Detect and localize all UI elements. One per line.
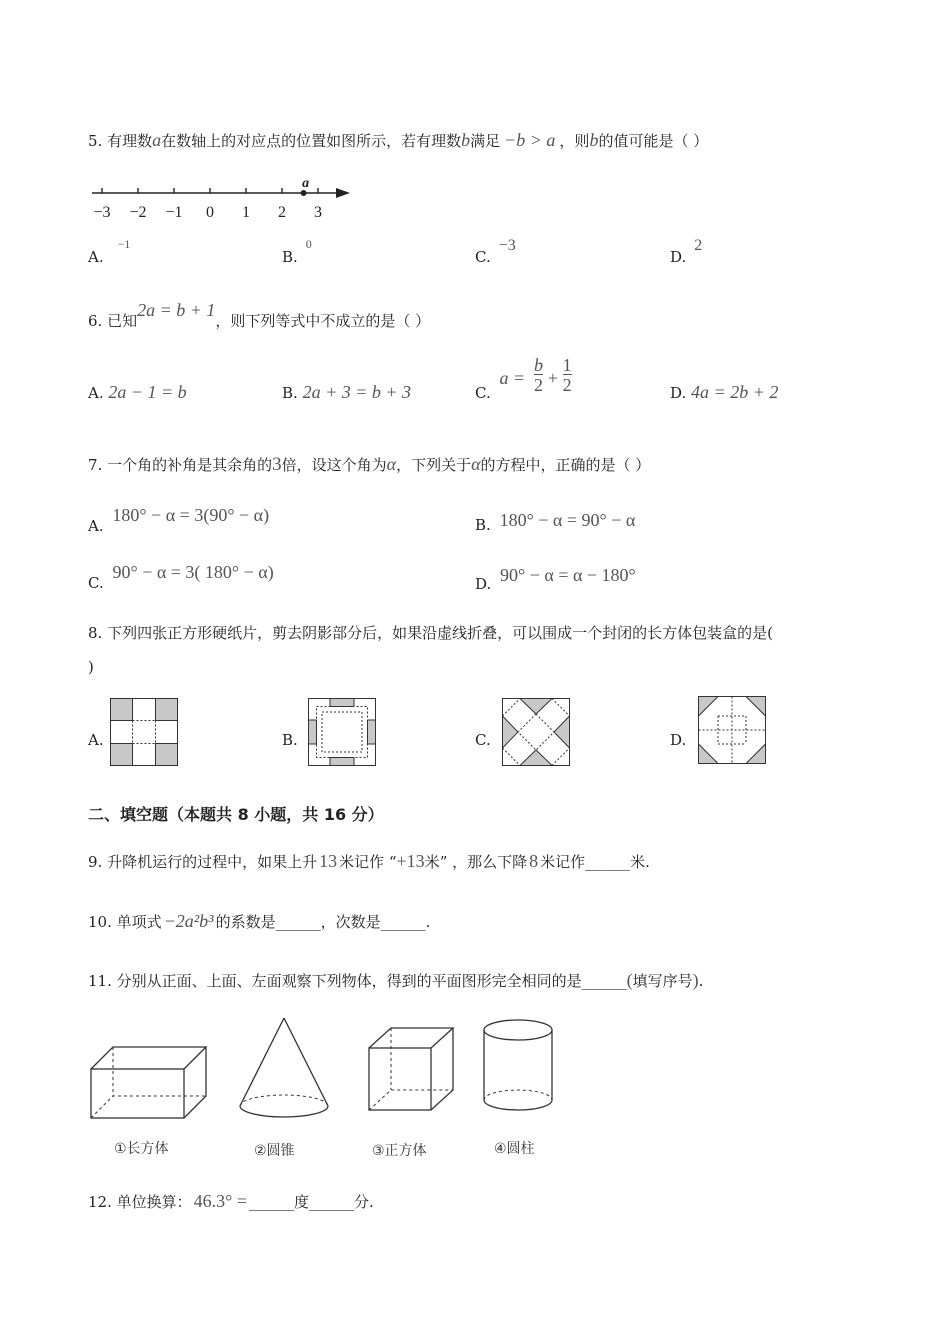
q8-stem: 8. 下列四张正方形硬纸片，剪去阴影部分后，如果沿虚线折叠，可以围成一个封闭的长方体包装盒的是( bbox=[88, 624, 773, 642]
q8-option-b[interactable]: B. bbox=[282, 731, 298, 749]
q8-stem-close: ) bbox=[88, 658, 94, 676]
q8-option-c[interactable]: C. bbox=[475, 731, 491, 749]
q9-stem: 9. 升降机运行的过程中，如果上升 13 米记作 “+13米” ，那么下降 8 米记作______米. bbox=[88, 851, 650, 871]
shaded-corner bbox=[156, 699, 178, 721]
q11-stem: 11. 分别从正面、上面、左面观察下列物体，得到的平面图形完全相同的是______(填写序号). bbox=[88, 970, 704, 990]
shaded-corner bbox=[111, 744, 133, 766]
q8-figure-d bbox=[698, 696, 768, 766]
q8-figure-b bbox=[308, 698, 378, 768]
shaded-corner bbox=[156, 744, 178, 766]
tick-label: 3 bbox=[314, 204, 322, 221]
q6-option-a[interactable]: A. 2a − 1 = b bbox=[88, 382, 187, 402]
q7-option-d[interactable]: D. 90° − α = α − 180° bbox=[475, 565, 636, 593]
cuboid-figure bbox=[88, 1044, 213, 1124]
shaded-triangle bbox=[554, 716, 570, 748]
tick-label: 1 bbox=[242, 204, 250, 221]
q5-option-b[interactable]: B.$^0$ bbox=[282, 237, 312, 266]
tick-label: −3 bbox=[93, 204, 111, 221]
shaded-tab bbox=[330, 699, 354, 707]
section-title: 二、填空题（本题共 8 小题，共 16 分） bbox=[88, 805, 384, 824]
q6-option-b[interactable]: B. 2a + 3 = b + 3 bbox=[282, 382, 412, 402]
shaded-tab bbox=[368, 720, 376, 744]
q6-stem: 6. 已知2a = b + 1，则下列等式中不成立的是（ ） bbox=[88, 300, 431, 330]
q5-stem: 5. 有理数a在数轴上的对应点的位置如图所示，若有理数b满足 −b > a ，则b的值可能是（ ） bbox=[88, 130, 709, 150]
tick-label: 2 bbox=[278, 204, 286, 221]
shape-label-cone: ②圆锥 bbox=[254, 1143, 295, 1159]
shaded-triangle bbox=[746, 697, 766, 717]
q7-option-b[interactable]: B. 180° − α = 90° − α bbox=[475, 510, 636, 534]
tick-label: −2 bbox=[129, 204, 147, 221]
shaded-triangle bbox=[699, 744, 719, 764]
shape-label-cylinder: ④圆柱 bbox=[494, 1141, 535, 1157]
q5-option-a[interactable]: A.$^{-1}$ bbox=[88, 237, 131, 266]
cube-figure bbox=[366, 1026, 466, 1116]
shaded-tab bbox=[330, 758, 354, 766]
q7-stem: 7. 一个角的补角是其余角的3倍，设这个角为α，下列关于α的方程中，正确的是（ ） bbox=[88, 454, 651, 475]
q8-option-d[interactable]: D. bbox=[670, 731, 687, 749]
fraction-b-over-2: $\frac{b}{2}$ bbox=[533, 355, 543, 395]
fraction-1-over-2: $\frac{1}{2}$ bbox=[562, 355, 572, 395]
point-a-label: a bbox=[302, 176, 310, 191]
tick-label: −1 bbox=[165, 204, 183, 221]
number-line bbox=[88, 176, 368, 226]
shape-label-cube: ③正方体 bbox=[372, 1143, 427, 1159]
q5-option-d[interactable]: D.2 bbox=[670, 237, 703, 266]
q8-figure-a bbox=[110, 698, 180, 768]
q10-stem: 10. 单项式 −2a²b³ 的系数是______，次数是______. bbox=[88, 911, 431, 931]
shaded-triangle bbox=[503, 716, 519, 748]
cylinder-figure bbox=[480, 1016, 570, 1116]
shaded-corner bbox=[111, 699, 133, 721]
shaded-tab bbox=[309, 720, 317, 744]
number-line-arrow bbox=[336, 188, 350, 198]
tick-label: 0 bbox=[206, 204, 214, 221]
q5-option-c[interactable]: C.−3 bbox=[475, 237, 516, 266]
q6-option-c[interactable]: C. a = $\frac{b}{2}$ + $\frac{1}{2}$ bbox=[475, 355, 572, 402]
shaded-triangle bbox=[699, 697, 719, 717]
q7-option-c[interactable]: C. 90° − α = 3( 180° − α) bbox=[88, 562, 274, 592]
shaded-triangle bbox=[520, 750, 552, 766]
q6-option-d[interactable]: D. 4a = 2b + 2 bbox=[670, 382, 779, 402]
q8-option-a[interactable]: A. bbox=[88, 731, 104, 749]
shaded-triangle bbox=[520, 699, 552, 715]
q7-option-a[interactable]: A. 180° − α = 3(90° − α) bbox=[88, 505, 270, 535]
cone-figure bbox=[236, 1016, 336, 1116]
shape-label-cuboid: ①长方体 bbox=[114, 1141, 169, 1157]
q8-figure-c bbox=[502, 698, 572, 768]
q12-stem: 12. 单位换算： 46.3° = ______度______分. bbox=[88, 1191, 374, 1211]
shaded-triangle bbox=[746, 744, 766, 764]
square-outline bbox=[309, 699, 376, 766]
